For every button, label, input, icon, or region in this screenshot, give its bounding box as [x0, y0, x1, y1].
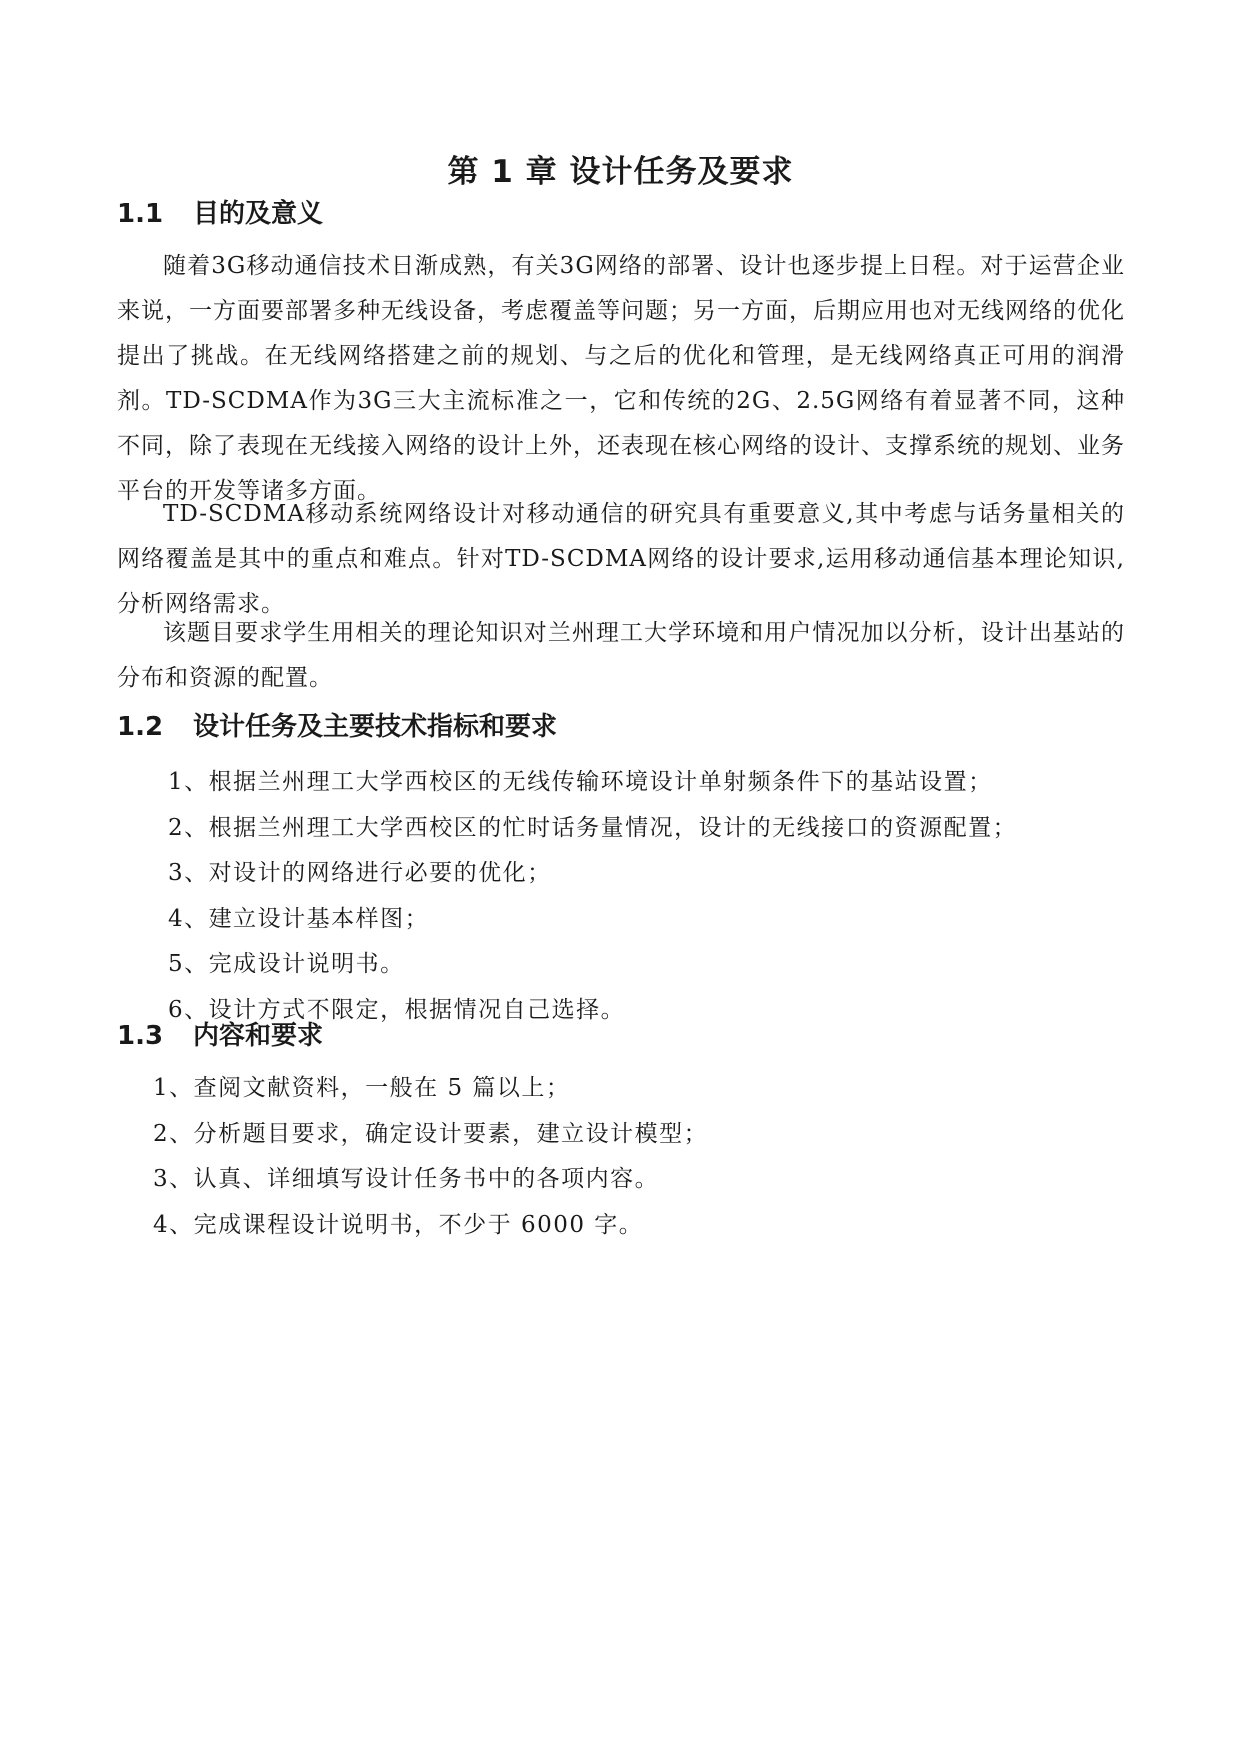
chapter-title: 第 1 章 设计任务及要求 [447, 154, 794, 190]
section-number: 1.1 [117, 199, 164, 229]
section-title: 设计任务及主要技术指标和要求 [193, 712, 558, 742]
section-heading-1-2 [117, 707, 557, 747]
section-heading-1-1 [117, 194, 323, 234]
section-number: 1.2 [117, 712, 164, 742]
list-item: 4、建立设计基本样图； [168, 905, 430, 932]
list-item: 3、认真、详细填写设计任务书中的各项内容。 [153, 1166, 660, 1192]
list-item: 1、查阅文献资料，一般在 5 篇以上； [153, 1075, 571, 1101]
section-title: 目的及意义 [193, 199, 324, 229]
list-item: 4、完成课程设计说明书，不少于 6000 字。 [153, 1211, 644, 1238]
list-item: 2、根据兰州理工大学西校区的忙时话务量情况，设计的无线接口的资源配置； [168, 814, 1018, 841]
task-list [168, 760, 1017, 1033]
list-item: 3、对设计的网络进行必要的优化； [168, 860, 552, 886]
list-item: 6、设计方式不限定，根据情况自己选择。 [168, 996, 626, 1023]
paragraph: TD-SCDMA移动系统网络设计对移动通信的研究具有重要意义,其中考虑与话务量相关的网络覆盖是其中的重点和难点。针对TD-SCDMA网络的设计要求,运用移动通信基本理论知识,分析网络需求。 [117, 501, 1125, 617]
paragraph: 该题目要求学生用相关的理论知识对兰州理工大学环境和用户情况加以分析，设计出基站的分布和资源的配置。 [117, 620, 1125, 691]
section-title: 内容和要求 [193, 1021, 324, 1051]
section-heading-1-3 [117, 1016, 323, 1056]
content-list [153, 1066, 708, 1248]
paragraph: 随着3G移动通信技术日渐成熟，有关3G网络的部署、设计也逐步提上日程。对于运营企业来说，一方面要部署多种无线设备，考虑覆盖等问题；另一方面，后期应用也对无线网络的优化提出了挑战。在无线网络搭建之前的规划、与之后的优化和管理，是无线网络真正可用的润滑剂。TD-SCDMA作为3G三大主流标准之一，它和传统的2G、2.5G网络有着显著不同，这种不同，除了表现在无线接入网络的设计上外，还表现在核心网络的设计、支撑系统的规划、业务平台的开发等诸多方面。 [117, 253, 1125, 504]
list-item: 5、完成设计说明书。 [168, 951, 405, 977]
list-item: 2、分析题目要求，确定设计要素，建立设计模型； [153, 1120, 709, 1147]
section-number: 1.3 [117, 1021, 164, 1051]
list-item: 1、根据兰州理工大学西校区的无线传输环境设计单射频条件下的基站设置； [168, 769, 993, 795]
